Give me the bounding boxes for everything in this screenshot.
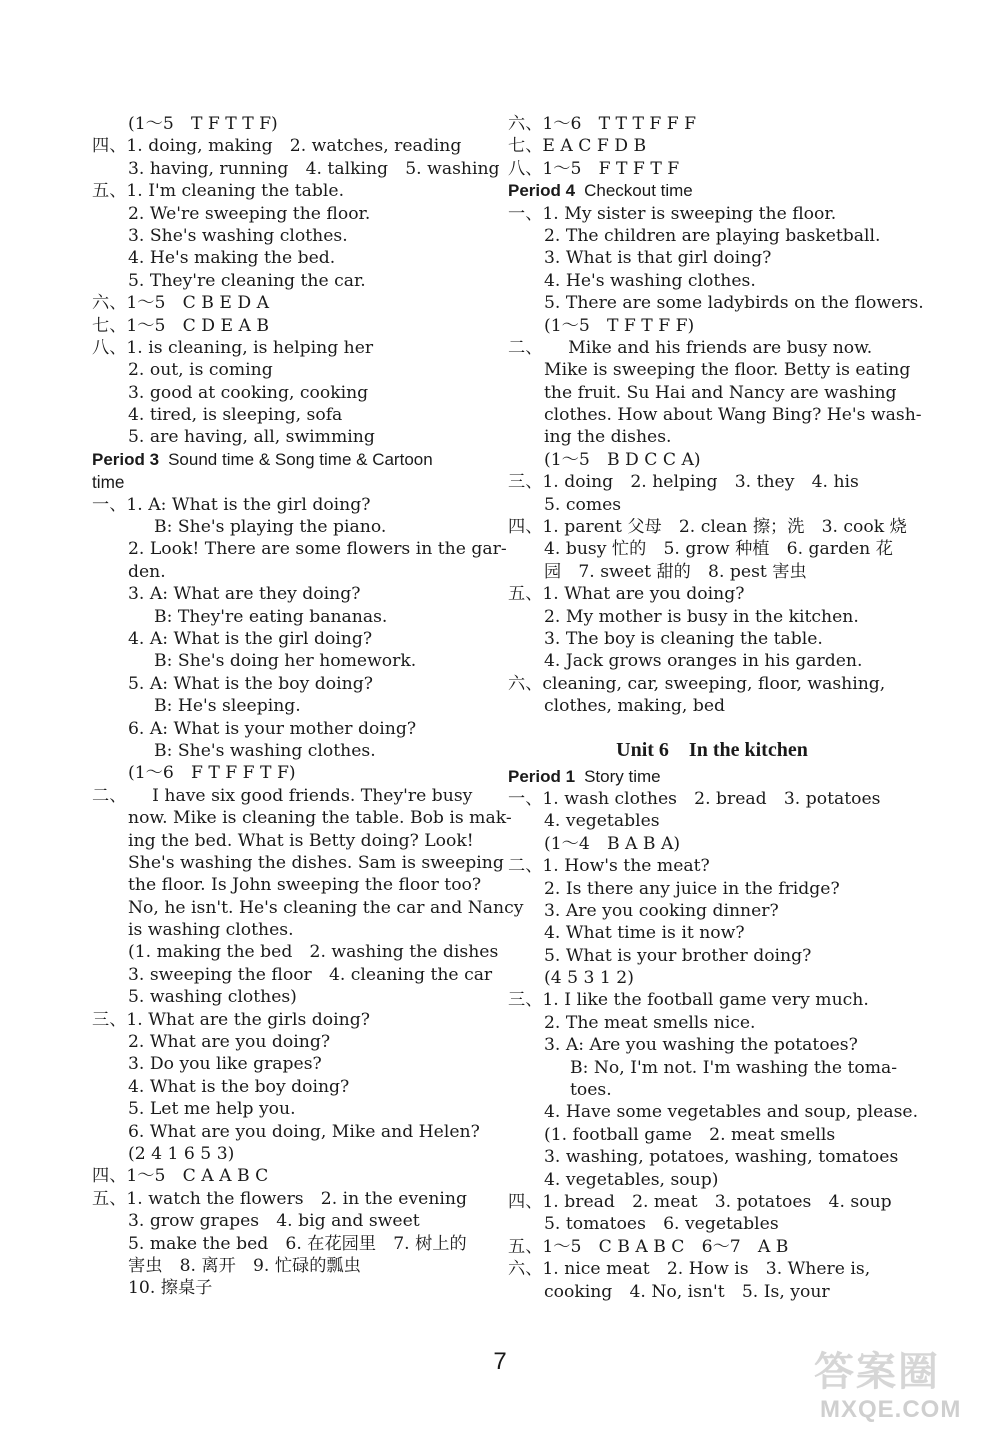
answer-line: clothes. How about Wang Bing? He's wash- [544, 405, 922, 426]
answer-line: 3. What is that girl doing? [544, 248, 772, 269]
answer-line: 5. Let me help you. [128, 1099, 296, 1120]
answer-line: 5. are having, all, swimming [128, 427, 375, 448]
answer-line: 4. vegetables, soup) [544, 1169, 719, 1190]
answer-line: B: He's sleeping. [154, 696, 301, 717]
answer-line: (1～5 T F T T F) [128, 114, 278, 134]
answer-line: (1. making the bed 2. washing the dishes [128, 942, 499, 963]
answer-line: 四、1. bread 2. meat 3. potatoes 4. soup [508, 1191, 892, 1212]
answer-line: is washing clothes. [128, 920, 294, 941]
answer-line: 3. having, running 4. talking 5. washing [128, 158, 500, 179]
answer-line: 4. What is the boy doing? [128, 1076, 350, 1097]
answer-line: 二、1. How's the meat? [508, 856, 710, 877]
period-number: Period 4 [508, 181, 576, 201]
answer-line: 4. tired, is sleeping, sofa [128, 405, 343, 426]
answer-line: 五、1. What are you doing? [508, 584, 745, 605]
answer-line: 六、cleaning, car, sweeping, floor, washing, [508, 673, 886, 694]
answer-line: 3. grow grapes 4. big and sweet [128, 1211, 420, 1232]
answer-line: 4. busy 忙的 5. grow 种植 6. garden 花 [544, 539, 893, 560]
answer-line: 3. A: What are they doing? [128, 584, 361, 605]
answer-line: 2. What are you doing? [128, 1032, 331, 1053]
answer-line: 5. washing clothes) [128, 987, 297, 1008]
answer-line: 三、1. doing 2. helping 3. they 4. his [508, 472, 859, 493]
answer-line: (1. football game 2. meat smells [544, 1124, 836, 1145]
answer-line: (4 5 3 1 2) [544, 968, 634, 989]
answer-line: 园 7. sweet 甜的 8. pest 害虫 [544, 561, 807, 582]
answer-line: 4. vegetables [544, 811, 660, 832]
answer-line: 2. My mother is busy in the kitchen. [544, 606, 859, 627]
answer-line: 5. There are some ladybirds on the flowers. [544, 293, 924, 314]
answer-line: den. [128, 561, 166, 582]
answer-line: 2. Look! There are some flowers in the gar- [128, 539, 507, 560]
answer-line: 5. They're cleaning the car. [128, 270, 366, 291]
answer-line: ing the bed. What is Betty doing? Look! [128, 830, 474, 851]
answer-line: She's washing the dishes. Sam is sweeping [128, 852, 504, 873]
period-title: Sound time & Song time & Cartoon [168, 449, 433, 469]
answer-line: 六、1～5 C B E D A [92, 293, 269, 314]
answer-line: 2. We're sweeping the floor. [128, 203, 371, 224]
answer-line: 5. make the bed 6. 在花园里 7. 树上的 [128, 1233, 467, 1254]
answer-line: 害虫 8. 离开 9. 忙碌的瓢虫 [128, 1255, 361, 1276]
watermark-url: MXQE.COM [820, 1396, 962, 1423]
watermark-glyphs: 答案圈 [814, 1349, 940, 1395]
answer-line: 2. The children are playing basketball. [544, 225, 881, 246]
answer-line: 二、 Mike and his friends are busy now. [508, 337, 873, 358]
answer-line: (1～6 F T F F T F) [128, 763, 296, 784]
answer-line: the floor. Is John sweeping the floor too? [128, 875, 482, 896]
answer-line: 二、 I have six good friends. They're busy [92, 785, 473, 806]
answer-line: Mike is sweeping the floor. Betty is eating [544, 360, 911, 381]
answer-line: B: She's washing clothes. [154, 740, 376, 761]
period-title: Checkout time [584, 181, 693, 201]
answer-line: 4. He's making the bed. [128, 248, 336, 269]
answer-line: 七、1～5 C D E A B [92, 315, 269, 336]
answer-line: 七、E A C F D B [508, 136, 647, 157]
answer-line: 三、1. What are the girls doing? [92, 1009, 370, 1030]
answer-line: 八、1～5 F T F T F [508, 158, 680, 179]
answer-line: 3. good at cooking, cooking [128, 382, 369, 403]
period-number: Period 1 [508, 766, 576, 786]
answer-line: 5. tomatoes 6. vegetables [544, 1214, 779, 1235]
answer-line: 6. A: What is your mother doing? [128, 718, 417, 739]
unit-heading: Unit 6 In the kitchen [616, 738, 808, 761]
answer-line: (1～5 B D C C A) [544, 449, 701, 470]
answer-line: 2. out, is coming [128, 360, 273, 381]
answer-line: B: No, I'm not. I'm washing the toma- [570, 1057, 898, 1078]
answer-line: 3. A: Are you washing the potatoes? [544, 1035, 858, 1056]
answer-line: (2 4 1 6 5 3) [128, 1143, 235, 1164]
answer-line: 一、1. wash clothes 2. bread 3. potatoes [508, 788, 881, 809]
answer-line: 2. The meat smells nice. [544, 1012, 756, 1033]
answer-line: 3. sweeping the floor 4. cleaning the car [128, 964, 493, 985]
answer-line: 3. washing, potatoes, washing, tomatoes [544, 1147, 899, 1168]
answer-line: 3. Are you cooking dinner? [544, 900, 779, 921]
left-column [92, 113, 524, 1300]
answer-line: 四、1. parent 父母 2. clean 擦；洗 3. cook 烧 [508, 517, 907, 538]
answer-line: cooking 4. No, isn't 5. Is, your [544, 1281, 830, 1302]
answer-line: 6. What are you doing, Mike and Helen? [128, 1121, 480, 1142]
period-heading-continued: time [92, 472, 125, 493]
answer-line: 四、1～5 C A A B C [92, 1166, 269, 1187]
answer-line: clothes, making, bed [544, 696, 725, 717]
answer-line: (1～4 B A B A) [544, 833, 681, 854]
answer-line: 一、1. My sister is sweeping the floor. [508, 203, 837, 224]
answer-line: B: They're eating bananas. [154, 606, 388, 627]
answer-line: 4. A: What is the girl doing? [128, 628, 373, 649]
period-number: Period 3 [92, 449, 160, 469]
answer-line: 五、1. I'm cleaning the table. [92, 181, 345, 202]
answer-line: B: She's doing her homework. [154, 651, 417, 672]
answer-line: 一、1. A: What is the girl doing? [92, 494, 371, 515]
answer-line: 六、1～6 T T T F F F [508, 114, 697, 134]
answer-line: 5. A: What is the boy doing? [128, 673, 373, 694]
answer-line: 四、1. doing, making 2. watches, reading [92, 136, 462, 157]
answer-line: 五、1. watch the flowers 2. in the evening [92, 1188, 467, 1209]
answer-line: 5. What is your brother doing? [544, 945, 812, 966]
answer-line: No, he isn't. He's cleaning the car and Nancy [128, 897, 524, 918]
answer-line: the fruit. Su Hai and Nancy are washing [544, 382, 897, 403]
answer-line: 3. She's washing clothes. [128, 225, 348, 246]
answer-line: 2. Is there any juice in the fridge? [544, 878, 840, 899]
answer-line: 4. What time is it now? [544, 923, 745, 944]
period-title: Story time [584, 766, 661, 786]
answer-line: ing the dishes. [544, 427, 672, 448]
answer-line: 3. The boy is cleaning the table. [544, 628, 823, 649]
period-heading [508, 180, 916, 202]
answer-line: 4. Have some vegetables and soup, please. [544, 1102, 919, 1123]
answer-line: 10. 擦桌子 [128, 1278, 213, 1299]
answer-line: 八、1. is cleaning, is helping her [92, 337, 374, 358]
answer-line: 三、1. I like the football game very much. [508, 990, 869, 1011]
period-heading [92, 449, 497, 471]
answer-line: B: She's playing the piano. [154, 517, 387, 538]
page-number: 7 [493, 1348, 507, 1375]
answer-line: (1～5 T F T F F) [544, 315, 695, 336]
right-column [508, 113, 924, 1303]
answer-line: 5. comes [544, 494, 622, 515]
answer-line: now. Mike is cleaning the table. Bob is mak- [128, 808, 512, 829]
answer-line: 六、1. nice meat 2. How is 3. Where is, [508, 1259, 871, 1280]
answer-line: toes. [570, 1080, 612, 1101]
period-heading [508, 766, 916, 788]
watermark-logo [810, 1340, 990, 1432]
answer-line: 五、1～5 C B A B C 6～7 A B [508, 1236, 789, 1257]
answer-line: 4. Jack grows oranges in his garden. [544, 651, 863, 672]
answer-line: 4. He's washing clothes. [544, 270, 756, 291]
answer-line: 3. Do you like grapes? [128, 1054, 322, 1075]
